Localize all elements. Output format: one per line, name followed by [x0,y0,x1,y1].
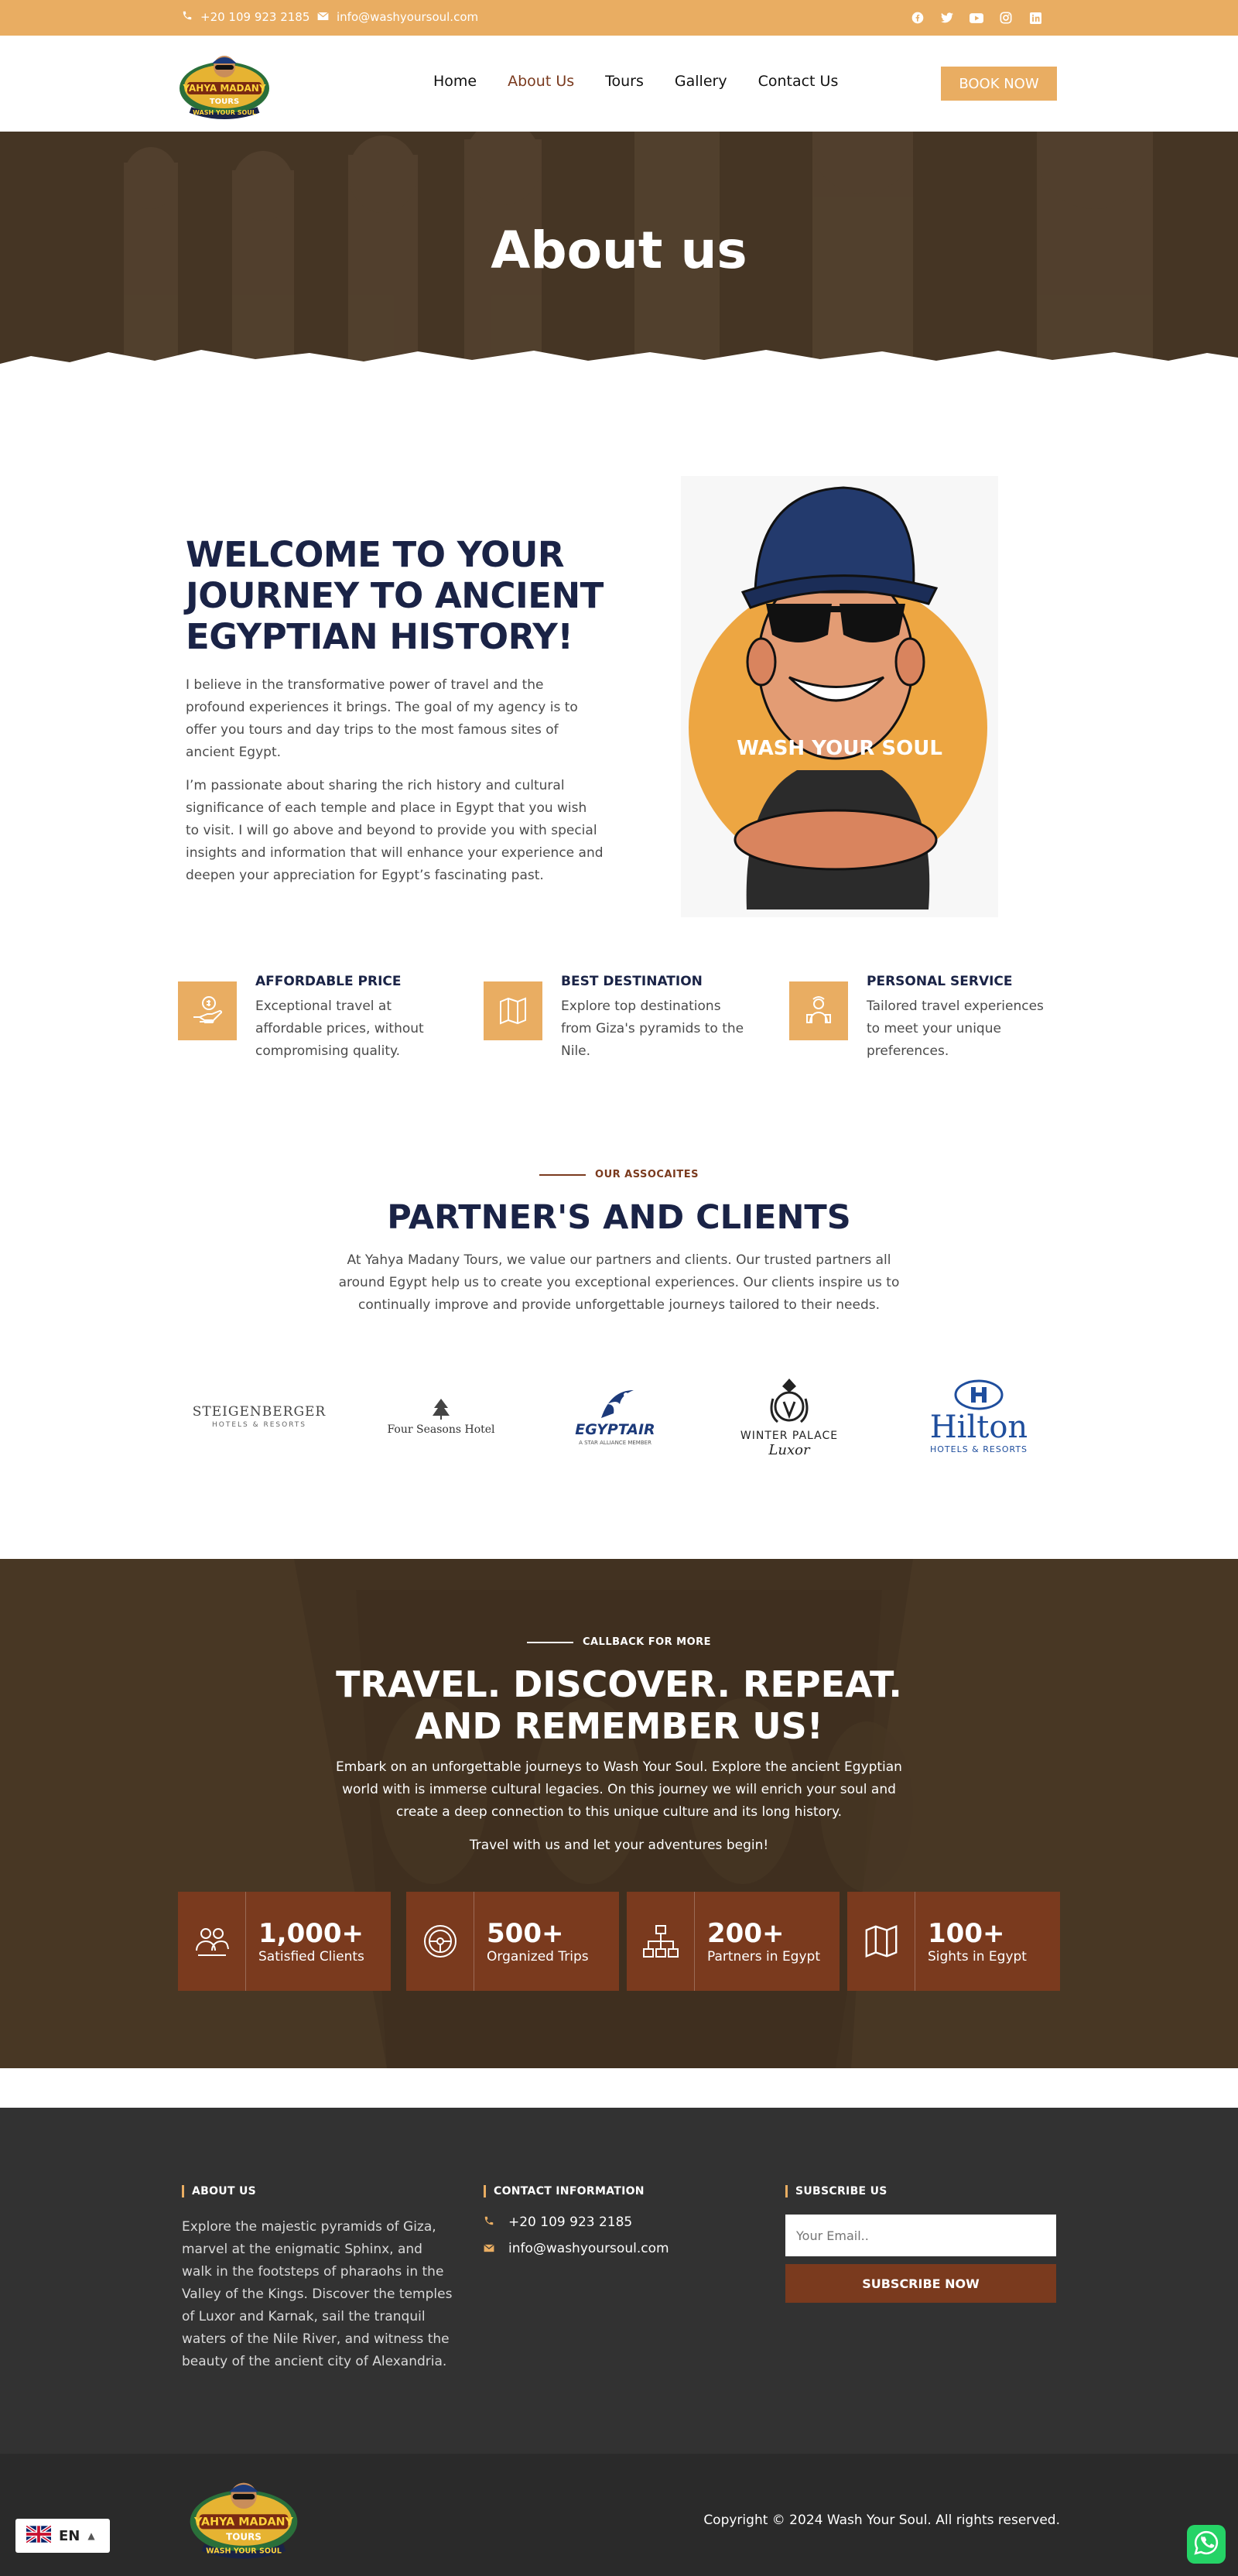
partners-eyebrow-text: OUR ASSOCAITES [595,1169,699,1180]
feature-best-destination [484,974,747,1067]
footer-contact [484,2185,669,2256]
feature-text: Explore top destinations from Giza's pyramids to the Nile. [561,999,744,1059]
welcome-paragraph-2: I’m passionate about sharing the rich history and cultural significance of each temple and place in Egypt that you wish to visit. I will go above and beyond to provide you with special insights and information that will enhance your experience and deepen your appreciation for Egypt’s fascinating past. [186,778,604,883]
cta-text: Embark on an unforgettable journeys to Wash Your Soul. Explore the ancient Egyptian world with is immerse cultural legacies. On this journey we will enrich your soul and create a deep connection to this unique culture and its long history. [336,1759,902,1820]
eyebrow-line [527,1642,573,1643]
stat-label: Organized Trips [487,1949,589,1965]
stat-partners-in-egypt [627,1892,840,1991]
feature-text: Exceptional travel at affordable prices, without compromising quality. [255,999,424,1059]
phone-icon [182,10,193,24]
welcome-paragraph-1: I believe in the transformative power of travel and the profound experiences it brings. The goal of my agency is to offer you tours and day trips to the most famous sites of ancient Egypt. [186,677,578,760]
linkedin-icon[interactable] [1026,9,1045,27]
footer-phone[interactable] [484,2215,669,2230]
partner-logo-name: Hilton [929,1409,1028,1445]
hero-banner [0,132,1238,399]
svg-text:YAHYA MADANY: YAHYA MADANY [194,2516,293,2529]
steering-wheel-icon [406,1892,474,1991]
horus-icon [593,1387,637,1421]
site-header [0,36,1238,132]
svg-text:TOURS: TOURS [226,2531,262,2543]
feature-title: AFFORDABLE PRICE [255,974,402,989]
map-icon [847,1892,915,1991]
service-person-icon [789,981,848,1040]
footer-about-text: Explore the majestic pyramids of Giza, marvel at the enigmatic Sphinx, and walk in the footsteps of pharaohs in the Valley of the Kings. Discover the temples of Luxor and Karnak, sail the tranquil waters of the Nile River, and witness the beauty of the ancient city of Alexandria. [182,2219,453,2369]
partner-logo-name: Four Seasons Hotel [387,1423,495,1436]
stat-label: Sights in Egypt [928,1949,1027,1965]
top-bar [0,0,1238,36]
cta-title-line-1: TRAVEL. DISCOVER. REPEAT. [336,1663,902,1705]
svg-text:YAHYA MADANY: YAHYA MADANY [183,83,266,94]
instagram-icon[interactable] [997,9,1015,27]
topbar-email[interactable] [317,10,478,24]
stat-label: Satisfied Clients [258,1949,364,1965]
subscribe-now-button[interactable]: SUBSCRIBE NOW [785,2264,1056,2303]
feature-personal-service [789,974,1052,1067]
cta-tagline: Travel with us and let your adventures begin! [469,1838,769,1853]
copyright-text: Copyright © 2024 Wash Your Soul. All rights reserved. [703,2513,1060,2528]
envelope-icon [484,2241,494,2256]
topbar-email-text: info@washyoursoul.com [337,10,479,24]
hero-title: About us [491,221,747,280]
topbar-phone-text: +20 109 923 2185 [200,10,310,24]
footer-about [182,2185,453,2373]
nav-home[interactable]: Home [433,73,477,90]
hilton-h-icon [954,1379,1004,1410]
partner-logo-sub: HOTELS & RESORTS [929,1444,1028,1454]
cta-title [0,1663,1238,1747]
partner-logo-name: EGYPTAIR [575,1421,655,1438]
feature-affordable-price [178,974,441,1067]
nav-tours[interactable]: Tours [605,73,644,90]
site-logo[interactable] [176,50,272,121]
nav-contact-us[interactable]: Contact Us [758,73,839,90]
partner-logo-name: STEIGENBERGER [192,1404,327,1420]
shirt-text: WASH YOUR SOUL [737,737,942,760]
stat-sights-in-egypt [847,1892,1060,1991]
partner-logo-hilton [901,1362,1056,1471]
uk-flag-icon [26,2526,51,2547]
eyebrow-line [539,1174,586,1176]
whatsapp-icon [1193,2530,1219,2559]
footer-subscribe [785,2185,1238,2303]
nav-gallery[interactable]: Gallery [674,73,727,90]
stat-label: Partners in Egypt [707,1949,820,1965]
partner-logo-sub: Luxor [768,1441,810,1458]
social-links [908,9,1045,27]
partner-logo-steigenberger [178,1362,340,1471]
partner-logo-name: WINTER PALACE [740,1429,839,1442]
network-icon [627,1892,695,1991]
svg-text:WASH YOUR SOUL: WASH YOUR SOUL [193,109,256,116]
partners-text: At Yahya Madany Tours, we value our partners and clients. Our trusted partners all around Egypt help us to create you exceptional experiences. Our clients inspire us to continually improve and provide unforgettable journeys tailored to their needs. [338,1252,900,1313]
phone-icon [484,2215,494,2230]
subscribe-email-input[interactable] [785,2215,1056,2256]
partners-title: PARTNER'S AND CLIENTS [387,1198,851,1237]
footer-contact-heading: CONTACT INFORMATION [484,2185,669,2197]
language-code: EN [59,2527,80,2544]
nav-about-us[interactable]: About Us [508,73,575,90]
twitter-icon[interactable] [938,9,956,27]
price-hand-icon [178,981,237,1040]
stat-number: 500+ [487,1918,564,1949]
partner-logos [178,1362,1060,1471]
footer-phone-text: +20 109 923 2185 [508,2215,633,2230]
callback-section [0,1559,1238,2068]
topbar-phone[interactable] [182,10,310,24]
map-icon [484,981,542,1040]
crest-icon [762,1375,816,1430]
cta-title-line-2: AND REMEMBER US! [415,1705,823,1747]
partner-logo-winter-palace [720,1362,859,1471]
feature-title: PERSONAL SERVICE [867,974,1013,989]
footer-subscribe-heading: SUBSCRIBE US [785,2185,1238,2197]
feature-title: BEST DESTINATION [561,974,703,989]
footer-email[interactable] [484,2241,669,2256]
welcome-title: WELCOME TO YOUR JOURNEY TO ANCIENT EGYPTIAN HISTORY! [186,534,604,657]
footer-bottom-bar [0,2454,1238,2576]
stat-number: 200+ [707,1918,785,1949]
book-now-button[interactable]: BOOK NOW [941,67,1057,101]
tree-icon [431,1397,451,1420]
stat-number: 1,000+ [258,1918,364,1949]
partner-logo-four-seasons [368,1362,515,1471]
main-nav [433,73,838,90]
footer-about-heading: ABOUT US [182,2185,453,2197]
partners-eyebrow [0,1169,1238,1180]
whatsapp-button[interactable] [1187,2525,1226,2564]
partner-logo-egyptair [545,1362,685,1471]
youtube-icon[interactable] [967,9,986,27]
clients-icon [178,1892,246,1991]
facebook-icon[interactable] [908,9,927,27]
feature-text: Tailored travel experiences to meet your unique preferences. [867,999,1044,1059]
stat-number: 100+ [928,1918,1005,1949]
cta-eyebrow-text: CALLBACK FOR MORE [582,1636,712,1648]
svg-text:WASH YOUR SOUL: WASH YOUR SOUL [206,2547,282,2556]
language-switcher[interactable] [15,2519,110,2553]
site-footer [0,2108,1238,2454]
partner-logo-sub: HOTELS & RESORTS [211,1421,307,1429]
svg-text:TOURS: TOURS [209,98,240,106]
footer-email-text: info@washyoursoul.com [508,2241,669,2256]
stat-organized-trips [406,1892,619,1991]
cta-eyebrow [0,1636,1238,1648]
mascot-illustration [681,476,998,917]
chevron-up-icon: ▲ [87,2530,95,2541]
welcome-section [186,534,604,887]
partner-logo-sub: A STAR ALLIANCE MEMBER [579,1440,651,1446]
stat-satisfied-clients [178,1892,391,1991]
envelope-icon [317,10,329,24]
footer-logo[interactable] [186,2475,302,2561]
